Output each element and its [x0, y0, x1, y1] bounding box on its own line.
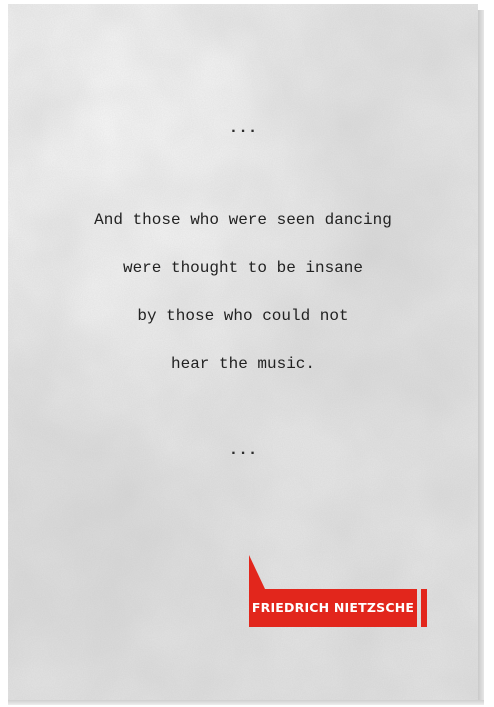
quote-text: [8, 200, 478, 392]
ellipsis-top: ...: [228, 119, 258, 137]
quote-line: were thought to be insane: [122, 259, 364, 277]
quote-line: hear the music.: [170, 355, 316, 373]
quote-line: And those who were seen dancing: [94, 211, 392, 229]
metal-print-panel: [8, 4, 478, 700]
author-name: FRIEDRICH NIETZSCHE: [251, 600, 415, 615]
author-tag: [231, 555, 431, 630]
quote-line: by those who could not: [137, 307, 349, 325]
panel-edge-right: [478, 10, 484, 700]
panel-edge-bottom: [8, 700, 484, 705]
ellipsis-bottom: ...: [228, 441, 258, 459]
